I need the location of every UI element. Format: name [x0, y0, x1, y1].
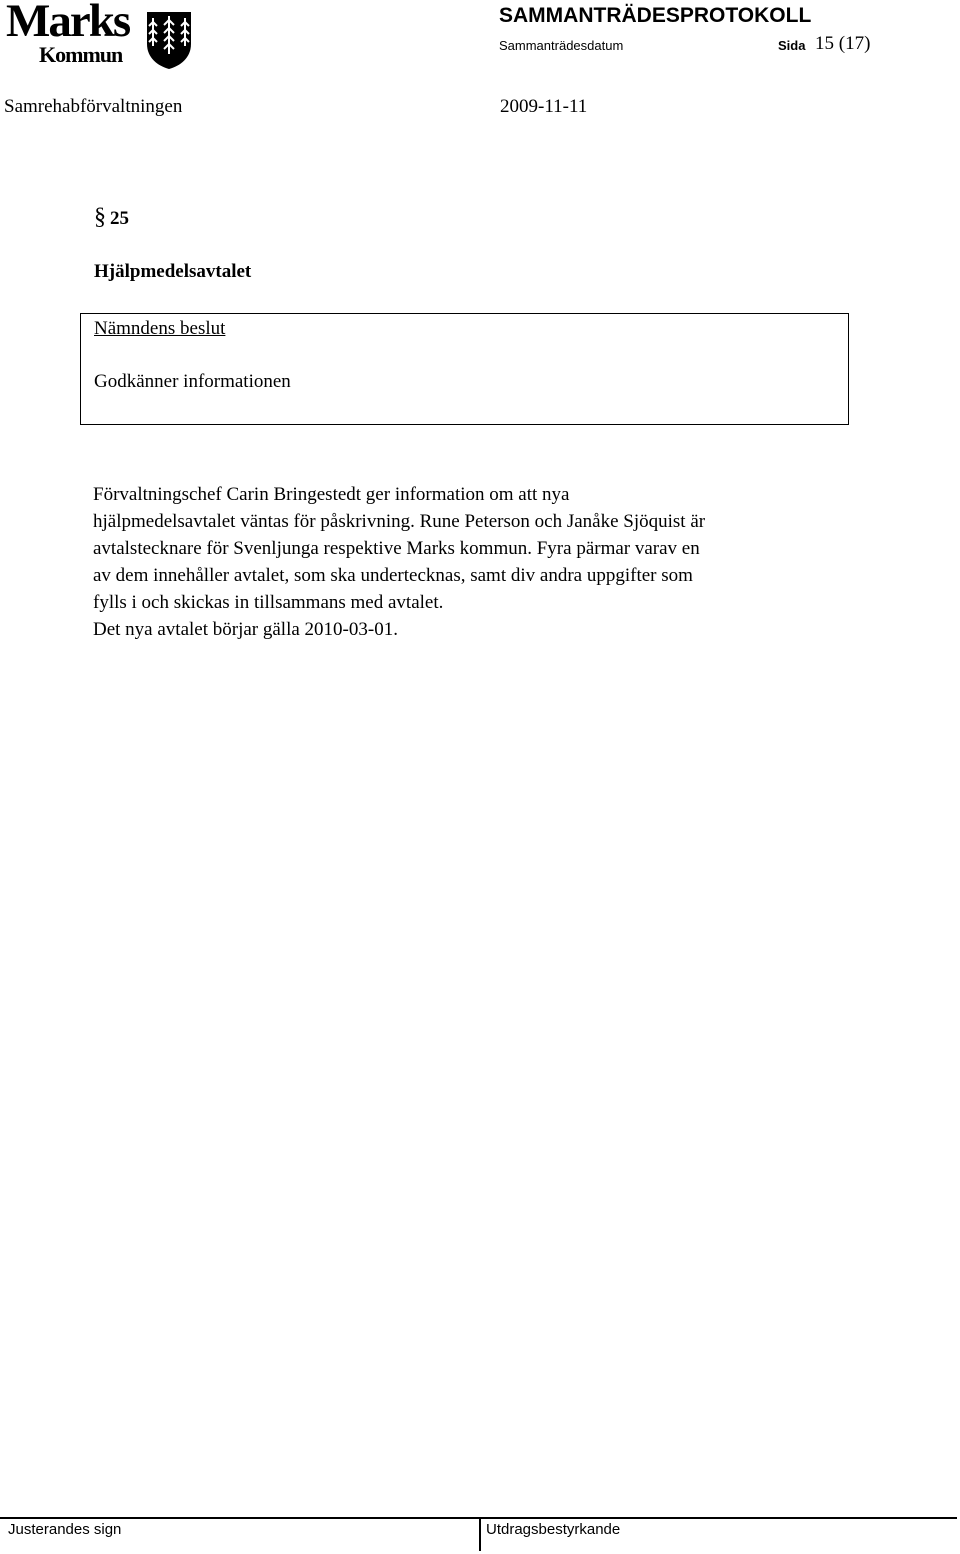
paragraph-number: 25	[110, 208, 129, 229]
paragraph-symbol: §	[94, 204, 106, 230]
document-title: SAMMANTRÄDESPROTOKOLL	[499, 4, 812, 27]
body-line: hjälpmedelsavtalet väntas för påskrivning. Rune Peterson och Janåke Sjöquist är	[93, 511, 706, 532]
decision-text: Godkänner informationen	[94, 371, 291, 392]
coat-of-arms-icon	[144, 10, 194, 70]
logo-wordmark-kommun: Kommun	[39, 42, 123, 67]
body-text	[93, 481, 853, 643]
body-line: fylls i och skickas in tillsammans med avtalet.	[93, 592, 444, 613]
body-line: avtalstecknare för Svenljunga respektive Marks kommun. Fyra pärmar varav en	[93, 538, 700, 559]
page-number: 15 (17)	[815, 33, 871, 54]
body-line: av dem innehåller avtalet, som ska undertecknas, samt div andra uppgifter som	[93, 565, 693, 586]
page-label: Sida	[778, 38, 806, 53]
footer-certification-label: Utdragsbestyrkande	[486, 1521, 621, 1538]
footer-signature-label: Justerandes sign	[8, 1521, 122, 1538]
meeting-date: 2009-11-11	[500, 96, 588, 117]
section-title: Hjälpmedelsavtalet	[94, 261, 252, 282]
footer-divider	[479, 1517, 481, 1551]
logo-wordmark-marks: Marks	[6, 0, 130, 47]
department-name: Samrehabförvaltningen	[4, 96, 183, 117]
body-line: Förvaltningschef Carin Bringestedt ger information om att nya	[93, 484, 570, 505]
body-line: Det nya avtalet börjar gälla 2010-03-01.	[93, 619, 398, 640]
meeting-date-label: Sammanträdesdatum	[499, 38, 624, 53]
decision-heading: Nämndens beslut	[94, 318, 226, 339]
marks-kommun-logo	[6, 0, 192, 70]
